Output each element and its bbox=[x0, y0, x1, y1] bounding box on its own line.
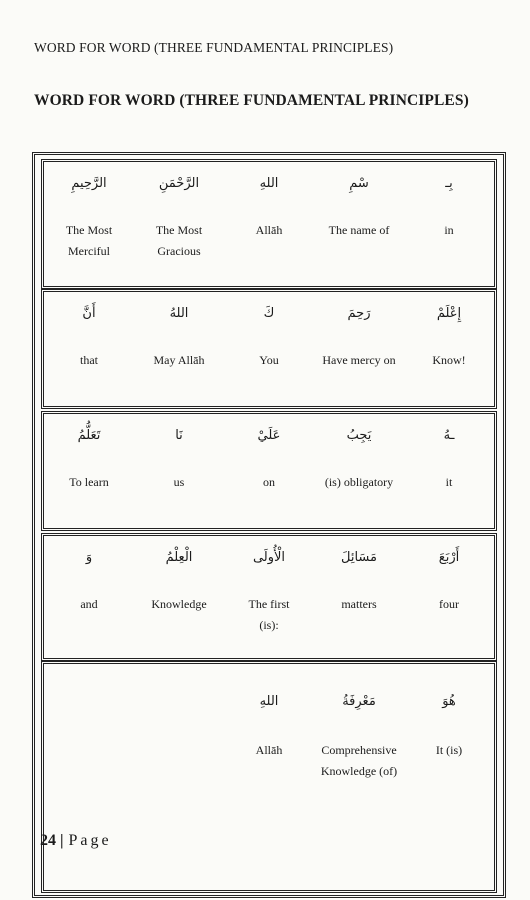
word-table bbox=[32, 152, 506, 898]
arabic-word: الْأُولَى bbox=[252, 550, 286, 565]
english-meaning: four bbox=[439, 597, 459, 611]
arabic-word: هُوَ bbox=[442, 694, 456, 709]
word-cell bbox=[44, 292, 134, 406]
english-meaning: The Most Gracious bbox=[155, 223, 203, 258]
arabic-word: اللهِ bbox=[259, 694, 279, 709]
word-cell bbox=[404, 414, 494, 528]
arabic-word: أَرْبَعَ bbox=[438, 550, 460, 565]
page-label: Page bbox=[68, 832, 112, 849]
english-meaning: that bbox=[80, 353, 98, 367]
word-cell bbox=[224, 162, 314, 286]
english-meaning: Allāh bbox=[255, 223, 283, 237]
word-cell bbox=[404, 292, 494, 406]
word-cell bbox=[224, 664, 314, 890]
arabic-word: الرَّحْمَنِ bbox=[158, 176, 200, 191]
word-cell bbox=[314, 292, 404, 406]
word-cell bbox=[44, 664, 134, 890]
english-meaning: Knowledge bbox=[151, 597, 207, 611]
arabic-word: الرَّحِيمِ bbox=[71, 176, 107, 191]
arabic-word: كَ bbox=[263, 306, 275, 321]
english-meaning: and bbox=[80, 597, 98, 611]
table-row bbox=[41, 533, 497, 661]
arabic-word: اللهِ bbox=[259, 176, 279, 191]
english-meaning: May Allāh bbox=[153, 353, 205, 367]
english-meaning: in bbox=[444, 223, 454, 237]
english-meaning: matters bbox=[341, 597, 377, 611]
arabic-word: اللهُ bbox=[169, 306, 189, 321]
footer-separator: | bbox=[60, 832, 64, 849]
word-cell bbox=[314, 536, 404, 658]
arabic-word: ـهُ bbox=[443, 428, 455, 443]
word-cell bbox=[224, 536, 314, 658]
english-meaning: To learn bbox=[69, 475, 109, 489]
english-meaning: You bbox=[259, 353, 279, 367]
word-cell bbox=[314, 162, 404, 286]
table-row bbox=[41, 159, 497, 289]
word-cell bbox=[44, 162, 134, 286]
word-cell bbox=[134, 162, 224, 286]
english-meaning: The Most Merciful bbox=[65, 223, 113, 258]
arabic-word: نَا bbox=[175, 428, 183, 443]
arabic-word: مَسَائِلَ bbox=[341, 550, 377, 565]
table-row bbox=[41, 289, 497, 409]
english-meaning: Have mercy on bbox=[322, 353, 396, 367]
table-row bbox=[41, 661, 497, 893]
arabic-word: رَحِمَ bbox=[347, 306, 371, 321]
page-footer bbox=[40, 832, 112, 850]
word-cell bbox=[134, 664, 224, 890]
arabic-word: أَنَّ bbox=[82, 306, 96, 321]
word-cell bbox=[134, 536, 224, 658]
english-meaning: Know! bbox=[432, 353, 466, 367]
page-number: 24 bbox=[40, 832, 56, 849]
arabic-word: إِعْلَمْ bbox=[436, 306, 462, 321]
english-meaning: it bbox=[445, 475, 453, 489]
word-cell bbox=[404, 664, 494, 890]
arabic-word: سْمِ bbox=[349, 176, 369, 191]
word-cell bbox=[134, 414, 224, 528]
english-meaning: It (is) bbox=[435, 743, 463, 757]
english-meaning: on bbox=[263, 475, 275, 489]
arabic-word: وَ bbox=[85, 550, 93, 565]
arabic-word: عَلَيْ bbox=[257, 428, 281, 443]
arabic-word: يَجِبُ bbox=[346, 428, 372, 443]
word-cell bbox=[404, 536, 494, 658]
word-cell bbox=[44, 536, 134, 658]
arabic-word: بِـ bbox=[445, 176, 453, 191]
arabic-word: تَعَلُّمُ bbox=[77, 428, 101, 443]
arabic-word: الْعِلْمُ bbox=[165, 550, 193, 565]
word-cell bbox=[224, 292, 314, 406]
page-title: WORD FOR WORD (THREE FUNDAMENTAL PRINCIPLES) bbox=[34, 92, 469, 109]
english-meaning: The first (is): bbox=[248, 597, 290, 632]
arabic-word: مَعْرِفَةُ bbox=[342, 694, 376, 709]
table-row bbox=[41, 411, 497, 531]
word-cell bbox=[224, 414, 314, 528]
english-meaning: (is) obligatory bbox=[324, 475, 394, 489]
word-cell bbox=[314, 414, 404, 528]
word-cell bbox=[134, 292, 224, 406]
english-meaning: Allāh bbox=[255, 743, 283, 757]
running-header: WORD FOR WORD (THREE FUNDAMENTAL PRINCIPLES) bbox=[34, 40, 394, 55]
english-meaning: The name of bbox=[328, 223, 390, 237]
word-cell bbox=[314, 664, 404, 890]
english-meaning: us bbox=[173, 475, 185, 489]
word-cell bbox=[404, 162, 494, 286]
word-cell bbox=[44, 414, 134, 528]
english-meaning: Comprehensive Knowledge (of) bbox=[320, 743, 398, 778]
